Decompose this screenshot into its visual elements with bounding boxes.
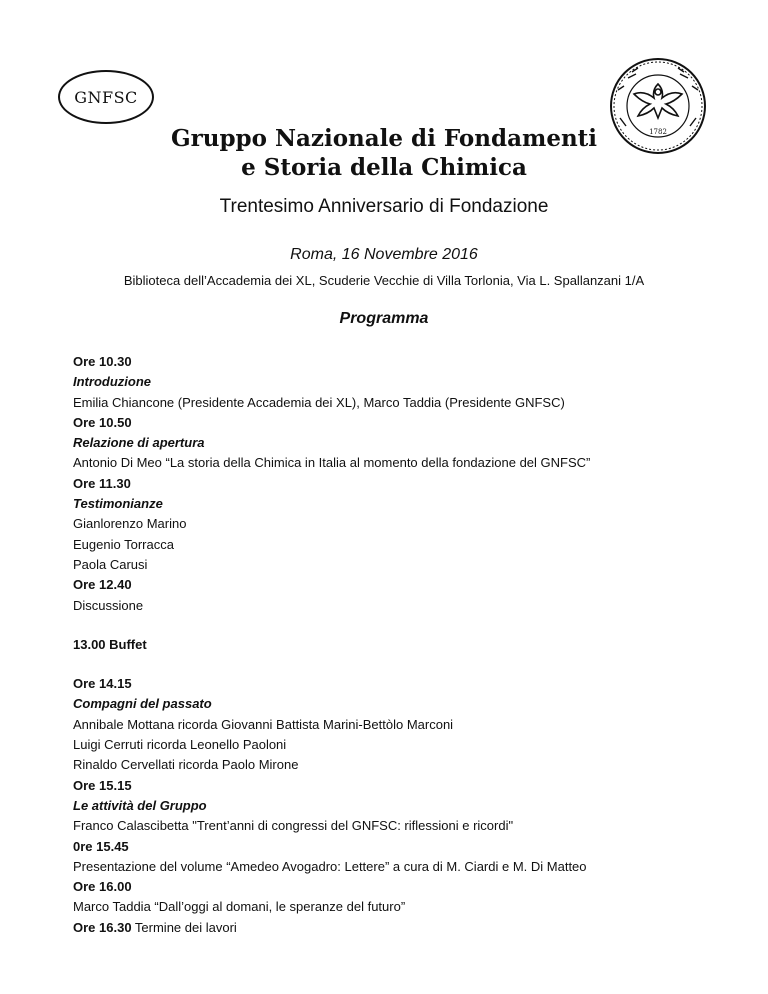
session-item: Emilia Chiancone (Presidente Accademia dei XL), Marco Taddia (Presidente GNFSC) [73,394,565,410]
page-title [0,124,768,182]
programma-heading: Programma [339,310,429,327]
session-item: Eugenio Torracca [73,536,174,552]
session-title: Compagni del passato [73,696,212,712]
session-title: Le attività del Gruppo [73,797,207,813]
session-item: Antonio Di Meo “La storia della Chimica in Italia al momento della fondazione del GNFSC” [73,455,591,471]
time-slot: Ore 16.30 [73,919,132,935]
time-slot: Ore 16.00 [73,879,132,895]
session-item: Rinaldo Cervellati ricorda Paolo Mirone [73,757,299,773]
time-slot: Ore 14.15 [73,676,132,692]
seal-year: 1782 [649,128,667,136]
program-schedule [73,352,753,938]
title-line-1: Gruppo Nazionale di Fondamenti [170,125,598,152]
time-slot: 0re 15.45 [73,838,129,854]
time-slot: Ore 15.15 [73,777,132,793]
session-item: Termine dei lavori [131,919,237,935]
session-item: Discussione [73,597,144,613]
session-item: Franco Calascibetta "Trent’anni di congressi del GNFSC: riflessioni e ricordi" [73,818,514,834]
title-line-2: e Storia della Chimica [241,154,527,181]
session-item: Gianlorenzo Marino [73,516,187,532]
session-item: Paola Carusi [73,556,148,572]
session-title: Relazione di apertura [73,435,205,451]
gnfsc-logo [58,70,154,124]
event-date: Roma, 16 Novembre 2016 [290,246,478,263]
closing-row [73,918,753,938]
session-title: Introduzione [73,374,151,390]
session-item: Marco Taddia “Dall’oggi al domani, le speranze del futuro” [73,899,406,915]
event-venue: Biblioteca dell’Accademia dei XL, Scuderie Vecchie di Villa Torlonia, Via L. Spallanzani 1/A [123,273,645,288]
subtitle: Trentesimo Anniversario di Fondazione [219,196,549,217]
session-item: Annibale Mottana ricorda Giovanni Battista Marini-Bettòlo Marconi [73,716,454,732]
buffet: 13.00 Buffet [73,636,147,652]
logo-text: GNFSC [74,87,138,107]
session-title: Testimonianze [73,496,163,512]
time-slot: Ore 11.30 [73,475,131,491]
session-item: Presentazione del volume “Amedeo Avogadro: Lettere” a cura di M. Ciardi e M. Di Matteo [73,858,587,874]
time-slot: Ore 12.40 [73,577,132,593]
time-slot: Ore 10.30 [73,354,132,369]
time-slot: Ore 10.50 [73,414,132,430]
session-item: Luigi Cerruti ricorda Leonello Paoloni [73,737,287,753]
